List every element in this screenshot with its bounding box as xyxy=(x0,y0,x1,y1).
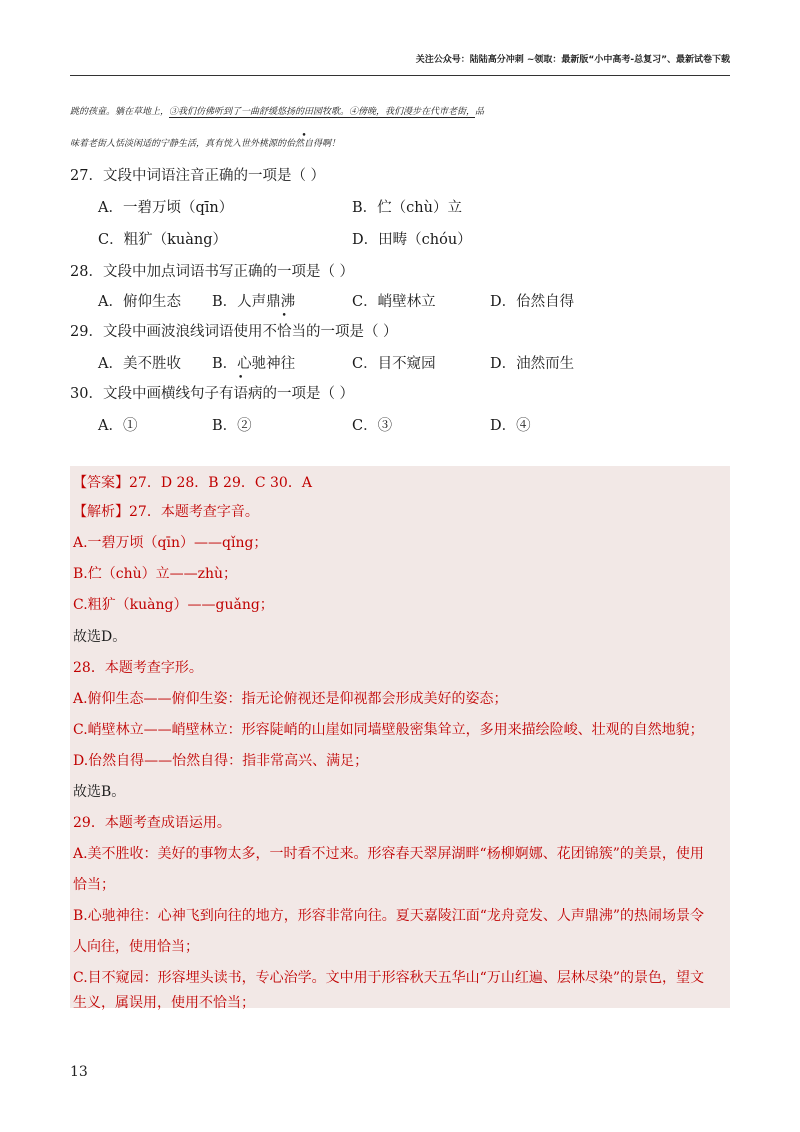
passage-text: 跳的孩童。躺在草地上， xyxy=(70,107,170,117)
q27-option-c: C．粗犷（kuàng） xyxy=(98,232,227,248)
q30-option-a: A．① xyxy=(98,418,138,434)
analysis-line: 29．本题考查成语运用。 xyxy=(73,815,231,831)
q27-option-a: A．一碧万顷（qīn） xyxy=(98,200,234,216)
passage-line-1 xyxy=(70,102,730,122)
analysis-heading xyxy=(73,501,259,521)
passage-text: 啊！ xyxy=(322,139,341,149)
question-27-stem: 27．文段中词语注音正确的一项是（ ） xyxy=(70,168,326,184)
analysis-line: 人向往，使用恰当； xyxy=(73,939,199,955)
question-29-stem xyxy=(70,320,398,341)
q29-option-a: A．美不胜收 xyxy=(98,356,181,372)
analysis-line: C.目不窥园：形容埋头读书，专心治学。文中用于形容秋天五华山“万山红遍、层林尽染”的景色，望文 xyxy=(73,970,704,986)
page-header: 关注公众号：陆陆高分冲刺 ~领取：最新版“小中高考-总复习”、最新试卷下载 xyxy=(415,55,730,65)
page-number: 13 xyxy=(70,1064,88,1080)
q28-option-b: B．人声鼎沸 xyxy=(212,294,296,310)
passage-line-2 xyxy=(70,134,730,154)
question-30-stem xyxy=(70,382,354,403)
q27-option-d: D．田畴（chóu） xyxy=(352,232,472,248)
analysis-conclusion: 故选D。 xyxy=(73,629,127,645)
q28-option-c: C．峭壁林立 xyxy=(352,294,436,310)
stem-text: 的一项是（ ） xyxy=(305,324,398,340)
stem-text: 30．文段中画横线句子 xyxy=(70,386,219,402)
q29-option-b: B．心驰神往 xyxy=(212,356,296,372)
analysis-line: B.伫（chù）立——zhù； xyxy=(73,566,238,582)
analysis-line: D.佁然自得——怡然自得：指非常高兴、满足； xyxy=(73,753,369,769)
stem-text: 的一项是（ ） xyxy=(262,386,355,402)
header-divider xyxy=(70,75,730,76)
dotted-word: 不恰当 xyxy=(262,324,306,340)
analysis-conclusion: 故选B。 xyxy=(73,784,126,800)
analysis-line: A.美不胜收：美好的事物太多，一时看不过来。形容春天翠屏湖畔“杨柳婀娜、花团锦簇”的美景，使用 xyxy=(73,846,704,862)
q28-option-d: D．佁然自得 xyxy=(490,294,575,310)
analysis-line: 28．本题考查字形。 xyxy=(73,660,203,676)
q27-option-b: B．伫（chù）立 xyxy=(352,200,462,216)
q30-option-b: B．② xyxy=(212,418,252,434)
q28-option-a: A．俯仰生态 xyxy=(98,294,181,310)
q30-option-d: D．④ xyxy=(490,418,531,434)
analysis-line: B.心驰神往：心神飞到向往的地方，形容非常向往。夏天嘉陵江面“龙舟竞发、人声鼎沸”的热闹场景令 xyxy=(73,908,705,924)
question-28-stem: 28．文段中加点词语书写正确的一项是（ ） xyxy=(70,264,355,280)
q29-option-d: D．油然而生 xyxy=(490,356,575,372)
analysis-line: A.一碧万顷（qīn）——qǐng； xyxy=(73,535,268,551)
stem-text: 29．文段中画波浪线词语使用 xyxy=(70,324,263,340)
q30-option-c: C．③ xyxy=(352,418,393,434)
analysis-line: 恰当； xyxy=(73,877,115,893)
underlined-sentence: ③我们仿佛听到了一曲舒缓悠扬的田园牧歌。④傍晚，我们漫步在代市老街， xyxy=(169,107,476,117)
q29-option-c: C．目不窥园 xyxy=(352,356,436,372)
analysis-line: A.俯仰生态——俯仰生姿：指无论俯视还是仰视都会形成美好的姿态； xyxy=(73,691,508,707)
analysis-line: C.粗犷（kuàng）——guǎng； xyxy=(73,597,274,613)
analysis-line: C.峭壁林立——峭壁林立：形容陡峭的山崖如同墙壁般密集耸立，多用来描绘险峻、壮观的自然地貌； xyxy=(73,722,704,738)
passage-text: 品 xyxy=(475,107,485,117)
analysis-text: 【解析】27．本题考查字音。 xyxy=(73,504,259,520)
passage-text: 味着老街人恬淡闲适的宁静生活，真有恍入世外桃源的 xyxy=(70,139,287,149)
dotted-word: 佁然自得 xyxy=(286,139,323,149)
dotted-word: 有语病 xyxy=(218,386,263,402)
answer-key: 【答案】27．D 28．B 29．C 30．A xyxy=(73,475,312,491)
analysis-line: 生义，属误用，使用不恰当； xyxy=(73,995,255,1011)
